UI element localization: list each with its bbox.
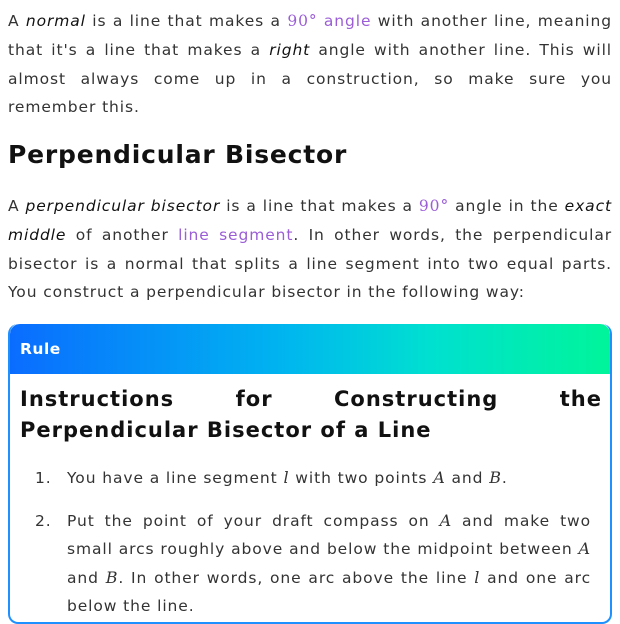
math-variable: A: [578, 539, 591, 558]
term-exact-middle: exact middle: [8, 197, 612, 244]
step-text: and one arc below the line.: [67, 568, 591, 615]
term-perpendicular-bisector: perpendicular bisector: [25, 197, 221, 215]
term-normal: normal: [25, 12, 86, 30]
term-right: right: [269, 40, 311, 59]
instruction-list: [35, 464, 591, 624]
line-segment-link[interactable]: line segment: [178, 225, 294, 244]
definition-text: angle in the: [449, 197, 565, 215]
intro-text: is a line that makes a: [85, 12, 288, 30]
step-text: . In other words, one arc above the line: [118, 568, 475, 587]
intro-paragraph: [8, 7, 612, 122]
math-variable: A: [433, 468, 446, 487]
step-text: and make two small arcs roughly above and below the midpoint between: [67, 511, 592, 558]
math-variable: B: [105, 567, 119, 587]
definition-text: . In other words, the perpendicular bisector is a normal that splits a line segment into two equal parts. You construct a perpendicular bisector in the following way:: [8, 225, 613, 302]
definition-text: is a line that makes a: [220, 197, 419, 215]
degree-value: 90°: [418, 197, 450, 215]
definition-paragraph: [8, 192, 612, 307]
intro-text: angle with another line. This will almost always come up in a construction, so make sure you remember this.: [8, 40, 613, 117]
math-variable: l: [283, 468, 290, 487]
list-item: [35, 464, 591, 493]
math-variable: l: [474, 567, 481, 587]
step-text: and: [67, 568, 106, 587]
rule-header: Rule: [10, 324, 610, 374]
list-item: [35, 507, 591, 621]
degree-value: 90°: [287, 12, 318, 30]
intro-text: A: [8, 12, 26, 30]
step-text: You have a line segment: [67, 469, 284, 487]
step-text: and: [445, 469, 490, 487]
definition-text: of another: [66, 225, 179, 244]
rule-title: Instructions for Constructing the Perpendicular Bisector of a Line: [20, 387, 602, 442]
math-variable: B: [489, 468, 502, 487]
step-text: with two points: [289, 469, 434, 487]
angle-link[interactable]: angle: [323, 12, 372, 30]
math-variable: A: [439, 510, 453, 530]
step-number: 1.: [35, 469, 52, 487]
step-number: 2.: [35, 511, 52, 530]
definition-text: A: [8, 197, 26, 215]
step-text: Put the point of your draft compass on: [67, 511, 440, 530]
intro-text: with another line, meaning that it's a line that makes a: [8, 12, 612, 59]
step-text: .: [501, 469, 508, 487]
section-heading: Perpendicular Bisector: [8, 140, 348, 169]
rule-box: [8, 324, 612, 624]
